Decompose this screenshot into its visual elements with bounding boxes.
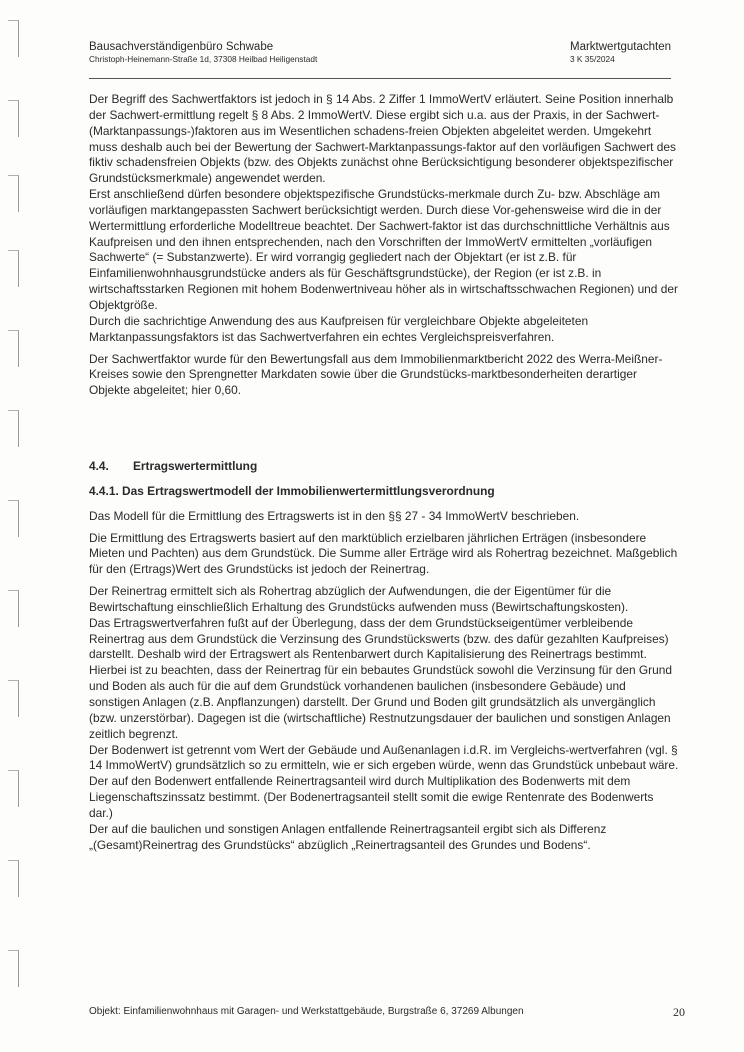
- paragraph: Erst anschließend dürfen besondere objektspezifische Grundstücks-merkmale durch Zu- bzw. Abschläge am vorläufigen marktangepassten Sachwert berücksichtigt werden. Durch diese Vor-gehensweise wird die in der Wertermittlung erforderliche Modelltreue beachtet. Der Sachwert-faktor ist das durchschnittliche Verhältnis aus Kaufpreisen und den ihnen entsprechenden, nach den Vorschriften der ImmoWertV ermittelten „vorläufigen Sachwerte“ (= Substanzwerte). Er wird vorrangig gegliedert nach der Objektart (er ist z.B. für Einfamilienwohnhausgrundstücke anders als für Geschäftsgrundstücke), der Region (er ist z.B. in wirtschaftsstarken Regionen mit hohem Bodenwertniveau höher als in wirtschaftsschwachen Regionen) und der Objektgröße.: [89, 187, 678, 312]
- paragraph: Der Sachwertfaktor wurde für den Bewertungsfall aus dem Immobilienmarktbericht 2022 des Werra-Meißner-Kreises sowie den Sprengnetter Markdaten sowie über die Grundstücks-marktbesonderheiten derartiger Objekte abgeleitet; hier 0,60.: [89, 351, 663, 398]
- paragraph: Durch die sachrichtige Anwendung des aus Kaufpreisen für vergleichbare Objekte abgeleiteten Marktanpassungsfaktors ist das Sachwertverfahren ein echtes Vergleichspreisverfahren.: [89, 313, 589, 344]
- paragraph: Hierbei ist zu beachten, dass der Reinertrag für ein bebautes Grundstück sowohl die Verzinsung für den Grund und Boden als auch für die auf dem Grundstück vorhandenen baulichen (insbesondere Gebäude) und sonstigen Anlagen (z.B. Anpflanzungen) darstellt. Der Grund und Boden gilt grundsätzlich als unvergänglich (bzw. unzerstörbar). Dagegen ist die (wirtschaftliche) Restnutzungsdauer der baulichen und sonstigen Anlagen zeitlich begrenzt.: [89, 663, 672, 741]
- binder-edge: [0, 0, 30, 1052]
- paragraph: Das Ertragswertverfahren fußt auf der Überlegung, dass der dem Grundstückseigentümer verbleibende Reinertrag aus dem Grundstück die Verzinsung des Grundstückswerts (bzw. des dafür gezahlten Kaufpreises) darstellt. Deshalb wird der Ertragswert als Rentenbarwert durch Kapitalisierung des Reinertrags bestimmt.: [89, 615, 669, 662]
- document-type: Marktwertgutachten: [570, 41, 671, 53]
- paragraph: Der auf die baulichen und sonstigen Anlagen entfallende Reinertragsanteil ergibt sich als Differenz „(Gesamt)Reinertrag des Grundstücks“ abzüglich „Reinertragsanteil des Grundes und Bodens“.: [89, 821, 607, 852]
- paragraph: Der Reinertrag ermittelt sich als Rohertrag abzüglich der Aufwendungen, die der Eigentümer für die Bewirtschaftung einschließlich Erhaltung des Grundstücks aufwenden muss (Bewirtschaftungskosten).: [89, 584, 629, 614]
- subsection-heading: 4.4.1. Das Ertragswertmodell der Immobilienwertermittlungsverordnung: [89, 483, 495, 498]
- section-heading: [89, 459, 679, 475]
- paragraph: Der Begriff des Sachwertfaktors ist jedoch in § 14 Abs. 2 Ziffer 1 ImmoWertV erläutert. Seine Position innerhalb der Sachwert-ermittlung regelt § 8 Abs. 2 ImmoWertV. Diese ergibt sich u.a. aus der Praxis, in der Sachwert-(Marktanpassungs-)faktoren aus im Wesentlichen schadens-freien Objekten abgeleitet werden. Umgekehrt muss deshalb auch bei der Bewertung der Sachwert-Marktanpassungs-faktor auf den vorläufigen Sachwert des fiktiv schadensfreien Objekts (bzw. des Objekts zunächst ohne Berücksichtigung besonderer objektspezifischer Grundstücksmerkmale) angewendet werden.: [89, 92, 676, 186]
- page-content: [89, 92, 679, 853]
- paragraph: Das Modell für die Ermittlung des Ertragswerts ist in den §§ 27 - 34 ImmoWertV beschrieben.: [89, 508, 580, 523]
- page-footer: [89, 1006, 685, 1017]
- section-title: Ertragswertermittlung: [133, 459, 258, 474]
- paragraph: Die Ermittlung des Ertragswerts basiert auf den marktüblich erzielbaren jährlichen Erträgen (insbesondere Mieten und Pachten) aus dem Grundstück. Die Summe aller Erträge wird als Rohertrag bezeichnet. Maßgeblich für den (Ertrags)Wert des Grundstücks ist jedoch der Reinertrag.: [89, 530, 678, 577]
- page-header: [89, 40, 671, 79]
- company-name: Bausachverständigenbüro Schwabe: [89, 41, 274, 53]
- paragraph: Der Bodenwert ist getrennt vom Wert der Gebäude und Außenanlagen i.d.R. im Vergleichs-wertverfahren (vgl. § 14 ImmoWertV) grundsätzlich so zu ermitteln, wie er sich ergeben würde, wenn das Grundstück unbebaut wäre.: [89, 742, 679, 773]
- document-reference: 3 K 35/2024: [570, 54, 615, 64]
- object-description: Objekt: Einfamilienwohnhaus mit Garagen- und Werkstattgebäude, Burgstraße 6, 37269 Albungen: [89, 1006, 524, 1017]
- company-address: Christoph-Heinemann-Straße 1d, 37308 Heilbad Heiligenstadt: [89, 54, 318, 64]
- paragraph: Der auf den Bodenwert entfallende Reinertragsanteil wird durch Multiplikation des Bodenwerts mit dem Liegenschaftszinssatz bestimmt. (Der Bodenertragsanteil stellt somit die ewige Rentenrate des Bodenwerts dar.): [89, 774, 654, 820]
- section-number: 4.4.: [89, 459, 109, 474]
- page-number: 20: [673, 1005, 685, 1019]
